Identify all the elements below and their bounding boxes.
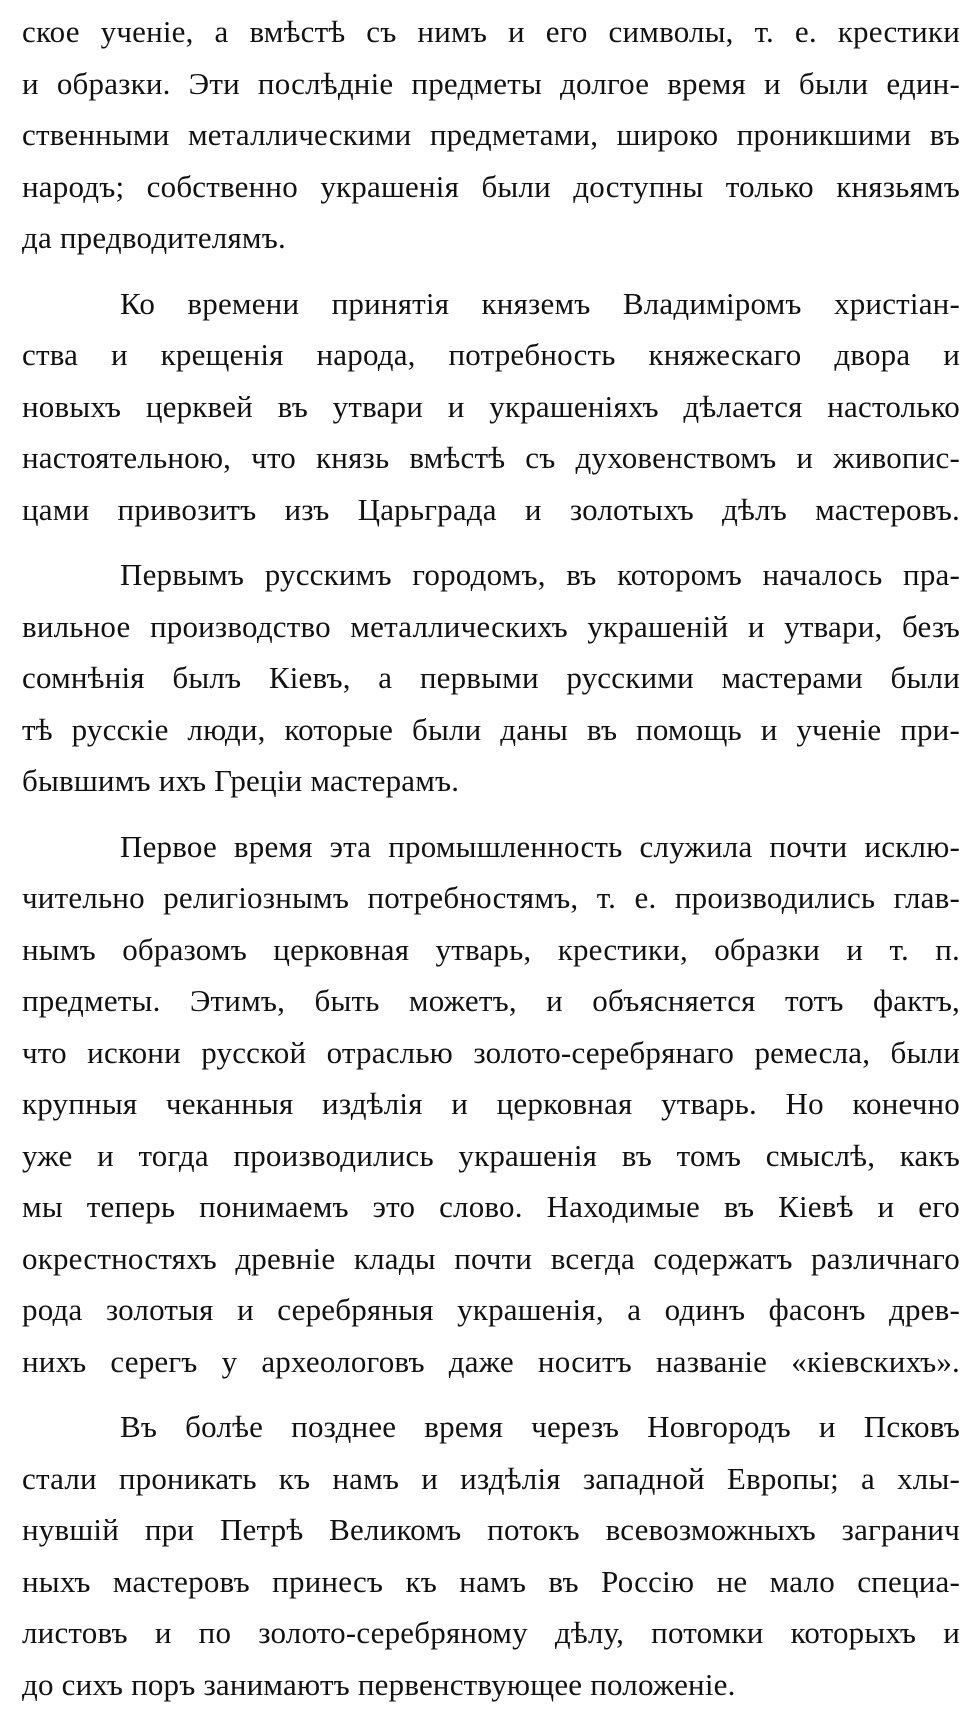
- text-line: ства и крещенія народа, потребность княжескаго двора и: [22, 329, 960, 381]
- text-line: вильное производство металлическихъ украшеній и утвари, безъ: [22, 601, 960, 653]
- text-line: рода золотыя и серебряныя украшенія, а одинъ фасонъ древ-: [22, 1284, 960, 1336]
- text-line: уже и тогда производились украшенія въ томъ смыслѣ, какъ: [22, 1130, 960, 1182]
- text-line: ныхъ мастеровъ принесъ къ намъ въ Россію не мало специа-: [22, 1556, 960, 1608]
- text-line: тѣ русскіе люди, которые были даны въ помощь и ученіе при-: [22, 704, 960, 756]
- text-line: Первое время эта промышленность служила почти исклю-: [22, 821, 960, 873]
- paragraph-1: [22, 6, 960, 264]
- text-line: крупныя чеканныя издѣлія и церковная утварь. Но конечно: [22, 1078, 960, 1130]
- text-line: окрестностяхъ древніе клады почти всегда содержатъ различнаго: [22, 1233, 960, 1285]
- text-line: ственными металлическими предметами, широко проникшими въ: [22, 109, 960, 161]
- text-line: чительно религіознымъ потребностямъ, т. е. производились глав-: [22, 872, 960, 924]
- text-line: новыхъ церквей въ утвари и украшеніяхъ дѣлается настолько: [22, 381, 960, 433]
- text-line: народъ; собственно украшенія были доступны только князьямъ: [22, 161, 960, 213]
- text-line: ское ученіе, а вмѣстѣ съ нимъ и его символы, т. е. крестики: [22, 6, 960, 58]
- paragraph-3: [22, 549, 960, 807]
- text-line: да предводителямъ.: [22, 212, 960, 264]
- text-line: нымъ образомъ церковная утварь, крестики, образки и т. п.: [22, 924, 960, 976]
- text-line: нихъ серегъ у археологовъ даже носитъ названіе «кіевскихъ».: [22, 1336, 960, 1388]
- text-line: мы теперь понимаемъ это слово. Находимые въ Кіевѣ и его: [22, 1181, 960, 1233]
- text-line: и образки. Эти послѣдніе предметы долгое время и были един-: [22, 58, 960, 110]
- paragraph-5: [22, 1401, 960, 1710]
- text-line: цами привозитъ изъ Царьграда и золотыхъ дѣлъ мастеровъ.: [22, 484, 960, 536]
- paragraph-4: [22, 821, 960, 1388]
- text-line: Въ болѣе позднее время черезъ Новгородъ и Псковъ: [22, 1401, 960, 1453]
- text-line: нувшій при Петрѣ Великомъ потокъ всевозможныхъ загранич: [22, 1504, 960, 1556]
- text-line: до сихъ поръ занимаютъ первенствующее положеніе.: [22, 1659, 960, 1710]
- text-line: стали проникать къ намъ и издѣлія западной Европы; а хлы-: [22, 1453, 960, 1505]
- text-line: Ко времени принятія княземъ Владиміромъ христіан-: [22, 278, 960, 330]
- text-line: предметы. Этимъ, быть можетъ, и объясняется тотъ фактъ,: [22, 975, 960, 1027]
- text-line: настоятельною, что князь вмѣстѣ съ духовенствомъ и живопис-: [22, 432, 960, 484]
- text-line: листовъ и по золото-серебряному дѣлу, потомки которыхъ и: [22, 1607, 960, 1659]
- text-line: что искони русской отраслью золото-серебрянаго ремесла, были: [22, 1027, 960, 1079]
- text-line: Первымъ русскимъ городомъ, въ которомъ началось пра-: [22, 549, 960, 601]
- text-line: бывшимъ ихъ Греціи мастерамъ.: [22, 755, 960, 807]
- paragraph-2: [22, 278, 960, 536]
- text-line: сомнѣнія былъ Кіевъ, а первыми русскими мастерами были: [22, 652, 960, 704]
